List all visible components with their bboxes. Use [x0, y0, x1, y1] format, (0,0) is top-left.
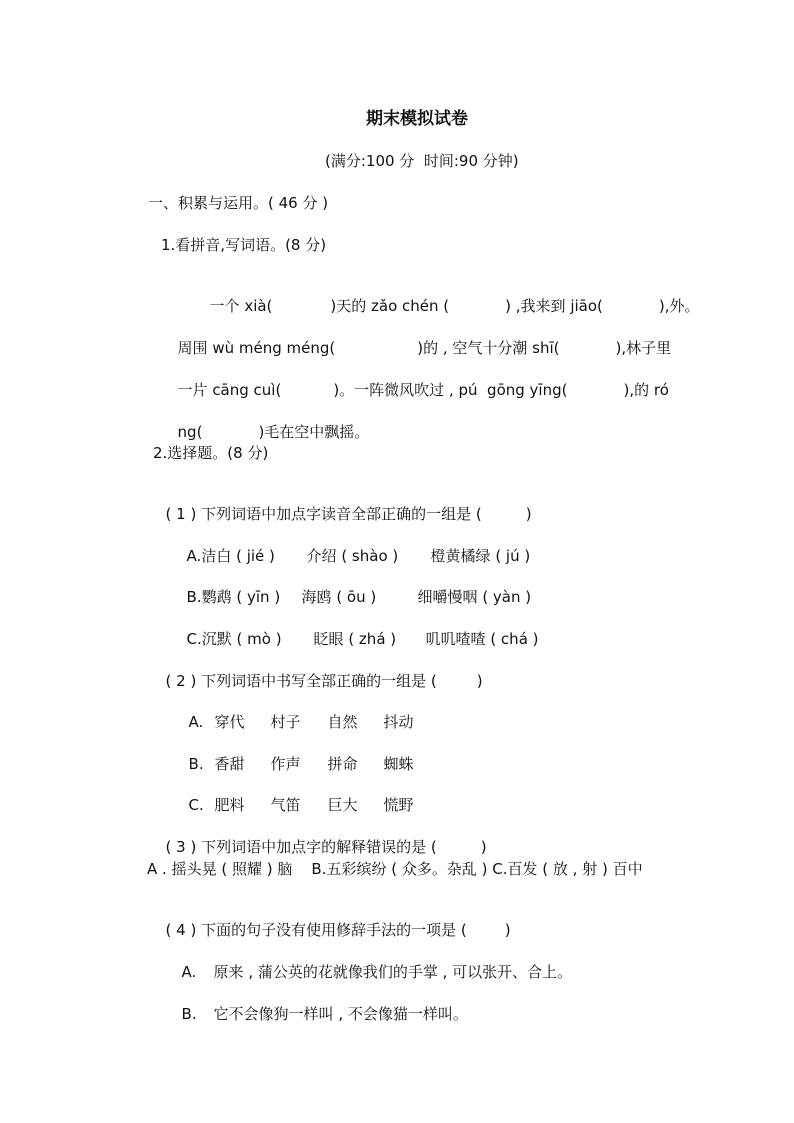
- q2-sub3-stem: ( 3 ) 下列词语中加点字的解释错误的是 ( ): [165, 838, 487, 856]
- q1-line-1-c: ) ,我来到 jiāo(: [505, 297, 603, 315]
- q2-sub3-options: A . 摇头晃 ( 照耀 ) 脑 B.五彩缤纷 ( 众多。杂乱 ) C.百发 ( 放 , 射 ) 百中: [147, 860, 643, 878]
- page-title: 期末模拟试卷: [366, 109, 468, 129]
- q1-line-1-b: )天的 zǎo chén (: [330, 297, 450, 315]
- q1-line-4-a: ng(: [177, 423, 203, 441]
- q1-heading: 1.看拼音,写词语。(8 分): [161, 236, 327, 254]
- section-heading: 一、积累与运用。( 46 分 ): [148, 194, 329, 212]
- q2-sub1-option-c: C.沉默 ( mò ) 眨眼 ( zhá ) 叽叽喳喳 ( chá ): [186, 630, 539, 648]
- q1-line-4-b: )毛在空中飘摇。: [258, 423, 370, 441]
- q1-line-4: [168, 402, 369, 442]
- q2-sub4-option-b: B. 它不会像狗一样叫 , 不会像猫一样叫。: [181, 1005, 468, 1023]
- q1-line-3-b: )。一阵微风吹过 , pú gōng yīng(: [333, 381, 568, 399]
- q1-line-3: [168, 360, 669, 400]
- q1-line-2: [168, 318, 671, 358]
- q1-line-3-c: ),的 ró: [623, 381, 669, 399]
- q2-sub2-stem: ( 2 ) 下列词语中书写全部正确的一组是 ( ): [165, 672, 483, 690]
- q1-line-2-a: 周围 wù méng méng(: [177, 339, 336, 357]
- q2-sub1-stem: ( 1 ) 下列词语中加点字读音全部正确的一组是 ( ): [165, 505, 532, 523]
- q1-line-2-c: ),林子里: [615, 339, 672, 357]
- q1-line-3-a: 一片 cāng cuì(: [177, 381, 282, 399]
- q1-line-1: [200, 276, 700, 316]
- q2-sub4-stem: ( 4 ) 下面的句子没有使用修辞手法的一项是 ( ): [165, 921, 511, 939]
- q2-sub2-option-c: C. 肥料 气笛 巨大 慌野: [188, 796, 414, 814]
- page-subtitle: (满分:100 分 时间:90 分钟): [325, 152, 519, 170]
- q2-sub2-option-b: B. 香甜 作声 拼命 蜘蛛: [188, 755, 414, 773]
- q2-sub4-option-a: A. 原来 , 蒲公英的花就像我们的手掌 , 可以张开、合上。: [181, 963, 573, 981]
- q2-sub2-option-a: A. 穿代 村子 自然 抖动: [188, 713, 414, 731]
- q2-sub1-option-b: B.鹦鹉 ( yīn ) 海鸥 ( ōu ) 细嚼慢咽 ( yàn ): [186, 588, 532, 606]
- q1-line-1-d: ),外。: [658, 297, 700, 315]
- q2-sub1-option-a: A.洁白 ( jié ) 介绍 ( shào ) 橙黄橘绿 ( jú ): [186, 547, 531, 565]
- q2-heading: 2.选择题。(8 分): [153, 444, 269, 462]
- q1-line-2-b: )的 , 空气十分潮 shī(: [417, 339, 560, 357]
- q1-line-1-a: 一个 xià(: [209, 297, 273, 315]
